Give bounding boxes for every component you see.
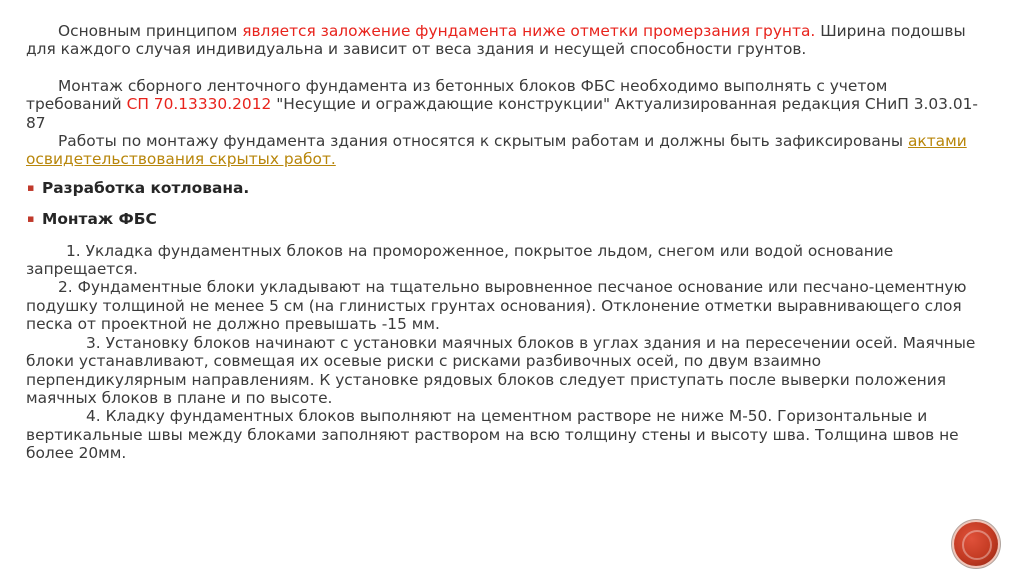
intro-paragraph (26, 22, 986, 59)
paragraph-gap (26, 59, 986, 77)
step-item-1 (26, 242, 986, 279)
bullet-item-excavation (26, 179, 986, 197)
hidden-works-paragraph (26, 132, 986, 169)
hidden-works-lead: Работы по монтажу фундамента здания относятся к скрытым работам и должны быть зафиксированы (58, 132, 908, 151)
step-item-2 (26, 278, 986, 333)
step-number: 1. (66, 241, 81, 260)
step-item-4 (26, 407, 986, 462)
standards-paragraph (26, 77, 986, 132)
steps-list (26, 242, 986, 463)
standards-rest: "Несущие и ограждающие конструкции" Актуализированная редакция СНиП 3.03.01-87 (26, 95, 978, 132)
bullet-item-fbs-installation (26, 210, 986, 228)
step-number: 2. (58, 278, 73, 297)
standards-lead: Монтаж сборного ленточного фундамента из бетонных блоков ФБС необходимо выполнять с учетом требований (26, 76, 888, 114)
intro-rest: Ширина подошвы для каждого случая индивидуальна и зависит от веса здания и несущей способности грунтов. (26, 22, 966, 59)
bullet-label: Разработка котлована. (42, 178, 250, 197)
intro-lead: Основным принципом (58, 22, 243, 40)
step-text: Укладка фундаментных блоков на промороженное, покрытое льдом, снегом или водой основание запрещается. (26, 241, 894, 279)
step-number: 3. (86, 333, 101, 352)
step-number: 4. (86, 407, 101, 426)
standard-code: СП 70.13330.2012 (126, 95, 272, 114)
square-bullet-icon: ▪ (27, 212, 35, 226)
step-item-3 (26, 334, 986, 408)
step-text: Фундаментные блоки укладывают на тщательно выровненное песчаное основание или песчано-цементную подушку толщиной не менее 5 см (на глинистых грунтах основания). Отклонение отметки выравнивающего слоя песка от проектной не должно превышать -15 мм. (26, 278, 967, 334)
slide-content (26, 22, 986, 463)
bullet-list (26, 179, 986, 229)
square-bullet-icon: ▪ (27, 180, 35, 194)
step-text: Кладку фундаментных блоков выполняют на цементном растворе не ниже М-50. Горизонтальные и вертикальные швы между блоками заполняют раствором на всю толщину стены и высоту шва. Толщина швов не более 20мм. (26, 407, 959, 463)
corner-circle-icon (954, 522, 998, 566)
hidden-works-acts-link[interactable]: актами освидетельствования скрытых работ. (26, 132, 967, 169)
step-text: Установку блоков начинают с установки маячных блоков в углах здания и на пересечении осей. Маячные блоки устанавливают, совмещая их осевые риски с рисками разбивочных осей, по двум взаимно перпендикулярным направлениям. К установке рядовых блоков следует приступать после выверки положения маячных блоков в плане и по высоте. (26, 333, 976, 407)
intro-highlight: является заложение фундамента ниже отметки промерзания грунта. (242, 22, 816, 40)
bullet-label: Монтаж ФБС (42, 210, 157, 229)
